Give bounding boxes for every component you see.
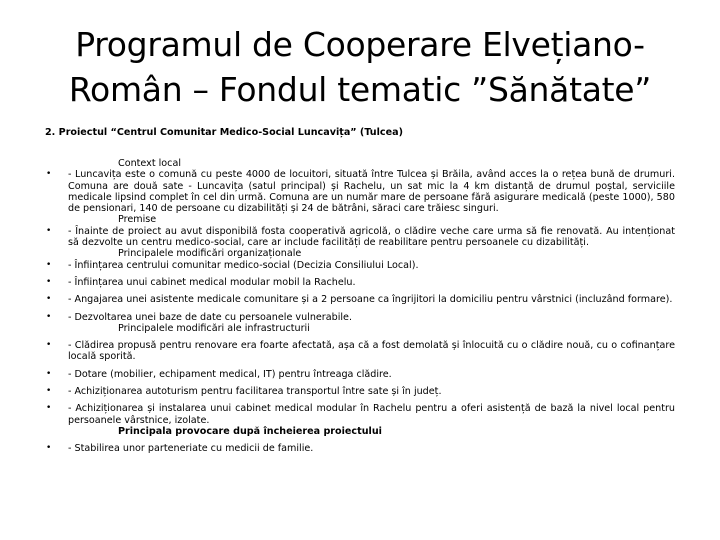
list-item: [45, 226, 675, 249]
bullet-icon: •: [46, 311, 52, 322]
list-item-text: - Stabilirea unor parteneriate cu medicii de familie.: [68, 443, 314, 455]
list-item-text: - Luncavița este o comună cu peste 4000 de locuitori, situată între Tulcea și Brăila, având acces la o rețea bună de drumuri. Comuna are două sate - Luncavița (satul principal) și Rachelu, un sat mic la 4 km distanță de drumul poștal, serviciile medicale lipsind complet în cel din urmă. Comuna are un număr mare de persoane fără asigurare medicală (peste 1000), 580 de pensionari, 140 de persoane cu dizabilități și 24 de bătrâni, săraci care trăiesc singuri.: [68, 169, 675, 215]
heading-organizational: Principalele modificări organizaționale: [118, 248, 302, 260]
list-item-text: - Dezvoltarea unei baze de date cu persoanele vulnerabile.: [68, 311, 353, 323]
heading-context: Context local: [118, 158, 181, 169]
list-item-text: - Dotare (mobilier, echipament medical, IT) pentru întreaga clădire.: [68, 368, 392, 380]
list-item: [45, 340, 675, 363]
bullet-icon: •: [46, 368, 52, 379]
list-item: [45, 312, 675, 323]
bullet-icon: •: [46, 386, 52, 397]
bullet-icon: •: [46, 276, 52, 287]
bullet-icon: •: [46, 403, 52, 414]
list-item-text: - Angajarea unei asistente medicale comunitare și a 2 persoane ca îngrijitori la domiciliu pentru vârstnici (incluzând formare).: [68, 294, 673, 306]
bullet-icon: •: [46, 294, 52, 305]
list-item: [45, 386, 675, 397]
heading-after-project: Principala provocare după încheierea proiectului: [118, 425, 382, 437]
list-item: [45, 277, 675, 288]
list-item: [45, 403, 675, 426]
list-item: [45, 443, 675, 454]
list-item: [45, 169, 675, 214]
slide-title: [40, 22, 680, 112]
bullet-icon: •: [46, 169, 52, 180]
bullet-icon: •: [46, 443, 52, 454]
project-subtitle: 2. Proiectul “Centrul Comunitar Medico-Social Luncavița” (Tulcea): [45, 127, 403, 138]
list-item-text: - Înființarea centrului comunitar medico-social (Decizia Consiliului Local).: [68, 259, 419, 271]
bullet-icon: •: [46, 259, 52, 270]
slide-title-line-1: Programul de Cooperare Elvețiano-: [75, 25, 645, 64]
slide-title-line-2: Român – Fondul tematic ”Sănătate”: [68, 70, 652, 109]
list-item: [45, 369, 675, 380]
list-item-text: - Achiziționarea și instalarea unui cabinet medical modular în Rachelu pentru a oferi asistență de bază la nivel local pentru persoanele vârstnice, izolate.: [68, 403, 675, 426]
list-item-text: - Achiziționarea autoturism pentru facilitarea transportul între sate și în județ.: [68, 386, 442, 398]
bullet-icon: •: [46, 340, 52, 351]
list-item-text: - Înființarea unui cabinet medical modular mobil la Rachelu.: [68, 276, 356, 288]
list-item-text: - Înainte de proiect au avut disponibilă fosta cooperativă agricolă, o clădire veche care urma să fie renovată. Au intenționat să dezvolte un centru medico-social, care ar include facilități de reabilitare pentru persoanele cu dizabilități.: [68, 225, 675, 249]
list-item-text: - Clădirea propusă pentru renovare era foarte afectată, așa că a fost demolată și înlocuită cu o clădire nouă, cu o cofinanțare locală sporită.: [68, 340, 675, 363]
list-item: [45, 294, 675, 305]
heading-infrastructure: Principalele modificări ale infrastructurii: [118, 322, 310, 334]
bullet-icon: •: [46, 225, 52, 236]
list-item: [45, 260, 675, 271]
heading-premise: Premise: [118, 214, 157, 226]
bullet-list: [45, 158, 675, 455]
